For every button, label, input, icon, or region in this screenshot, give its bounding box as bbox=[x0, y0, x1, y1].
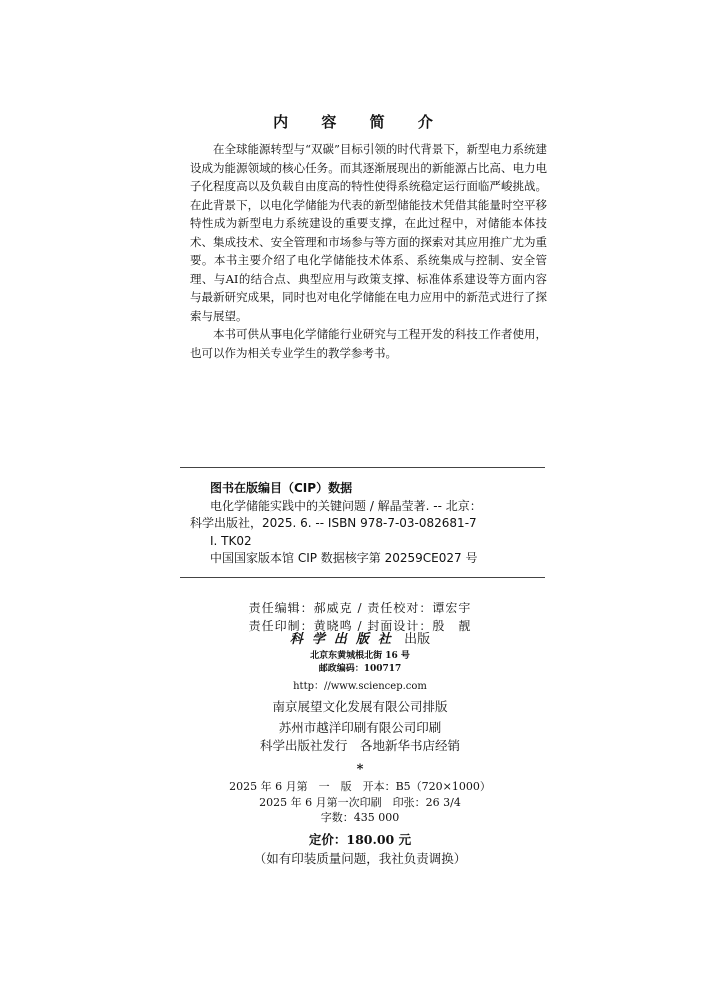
cip-line-4: 中国国家版本馆 CIP 数据核字第 20259CE027 号 bbox=[210, 551, 478, 565]
separator-star: * bbox=[356, 762, 364, 777]
publisher-block bbox=[0, 630, 720, 868]
word-count: 字数：435 000 bbox=[320, 811, 400, 824]
summary-text bbox=[190, 140, 547, 362]
summary-paragraph-1: 在全球能源转型与“双碳”目标引领的时代背景下，新型电力系统建设成为能源领域的核心任务。而其逐渐展现出的新能源占比高、电力电子化程度高以及负载自由度高的特性使得系统稳定运行面临严峻挑战。在此背景下，以电化学储能为代表的新型储能技术凭借其能量时空平移特性成为新型电力系统建设的重要支撑，在此过程中，对储能本体技术、集成技术、安全管理和市场参与等方面的探索对其应用推广尤为重要。本书主要介绍了电化学储能技术体系、系统集成与控制、安全管理、与AI的结合点、典型应用与政策支撑、标准体系建设等方面内容与最新研究成果，同时也对电化学储能在电力应用中的新范式进行了探索与展望。 bbox=[190, 142, 547, 323]
cip-block bbox=[190, 480, 545, 568]
cip-line-1: 电化学储能实践中的关键问题 / 解晶莹著. -- 北京： bbox=[210, 498, 482, 513]
cip-line-2: 科学出版社，2025. 6. -- ISBN 978-7-03-082681-7 bbox=[190, 516, 477, 530]
cip-line-3: Ⅰ. TK02 bbox=[210, 533, 252, 548]
cip-bottom-rule bbox=[180, 577, 545, 578]
publisher-address: 北京东黄城根北街 16 号 bbox=[310, 651, 410, 661]
cip-top-rule bbox=[180, 467, 545, 468]
credits-line-2: 责任印制：黄晓鸣 / 封面设计：殷 靓 bbox=[248, 619, 472, 633]
cip-heading: 图书在版编目（CIP）数据 bbox=[210, 481, 353, 495]
credits-line-1: 责任编辑：郝威克 / 责任校对：谭宏宇 bbox=[248, 601, 472, 615]
printer: 苏州市越洋印刷有限公司印刷 bbox=[278, 720, 442, 735]
quality-note: （如有印装质量问题，我社负责调换） bbox=[253, 850, 467, 866]
distribution: 科学出版社发行 各地新华书店经销 bbox=[259, 738, 460, 753]
publisher-postcode: 邮政编码：100717 bbox=[318, 664, 402, 674]
publisher-name: 科学出版社 bbox=[289, 632, 400, 647]
page-title: 内 容 简 介 bbox=[273, 113, 447, 131]
edition-line-1: 2025 年 6 月第 一 版 开本：B5（720×1000） bbox=[229, 780, 491, 793]
publisher-url: http：//www.sciencep.com bbox=[293, 681, 427, 692]
price: 定价：180.00 元 bbox=[308, 831, 412, 847]
typesetter: 南京展望文化发展有限公司排版 bbox=[272, 699, 448, 714]
edition-line-2: 2025 年 6 月第一次印刷 印张：26 3/4 bbox=[259, 795, 461, 809]
publisher-name-line bbox=[0, 630, 720, 650]
publisher-suffix: 出版 bbox=[404, 632, 431, 647]
summary-paragraph-2: 本书可供从事电化学储能行业研究与工程开发的科技工作者使用，也可以作为相关专业学生的教学参考书。 bbox=[190, 327, 547, 360]
